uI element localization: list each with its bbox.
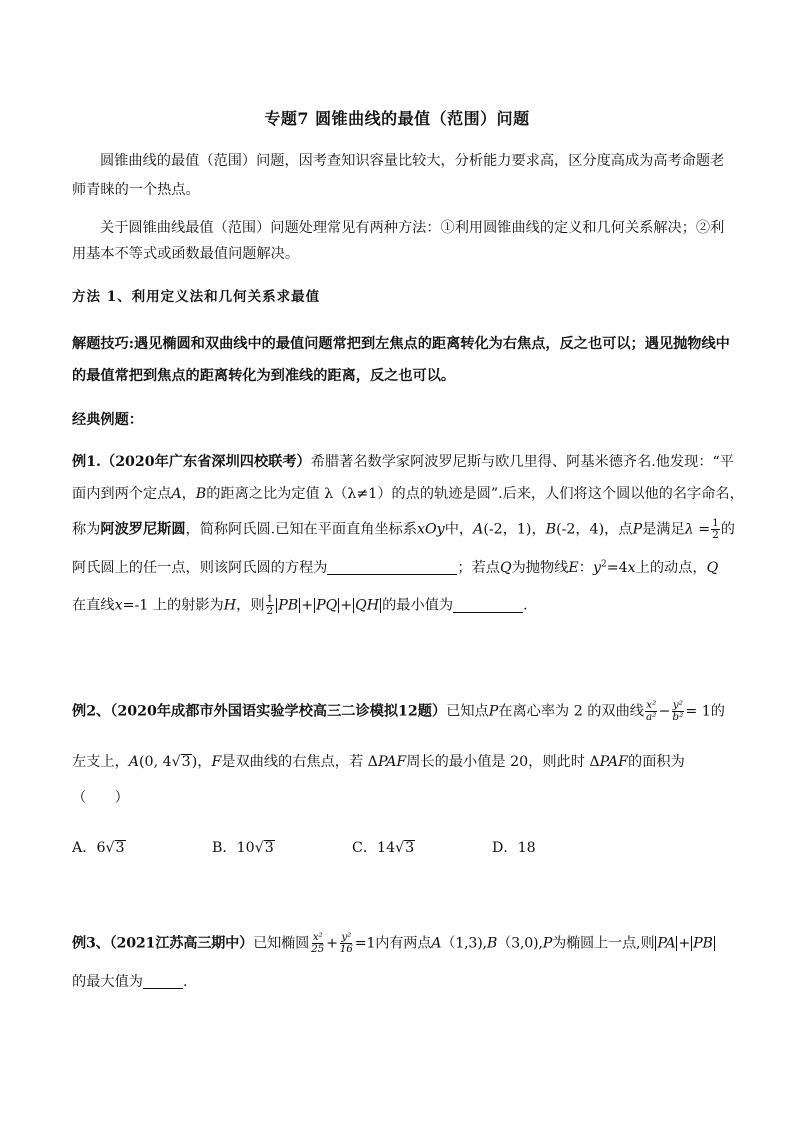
option-c[interactable] bbox=[352, 838, 492, 858]
var: Q bbox=[499, 560, 512, 576]
text: ，则 bbox=[236, 597, 265, 614]
text: 阿氏圆上的任一点，则该阿氏圆的方程为 bbox=[72, 560, 328, 576]
text: (-2，4)，点 bbox=[556, 521, 633, 538]
abs-bar bbox=[314, 598, 315, 613]
term: 阿波罗尼斯圆 bbox=[100, 521, 186, 538]
sqrt-sign: √ bbox=[254, 840, 264, 856]
example-1-line-1 bbox=[72, 452, 734, 472]
option-b[interactable] bbox=[212, 838, 352, 858]
fraction bbox=[645, 700, 657, 723]
text: =4 bbox=[606, 560, 628, 576]
var: PA bbox=[657, 935, 676, 952]
example-2-options bbox=[72, 838, 632, 858]
numerator: y² bbox=[341, 931, 352, 943]
text: )， bbox=[191, 754, 212, 770]
radicand: 3 bbox=[264, 840, 274, 856]
text: (0, 4 bbox=[139, 754, 172, 770]
radicand: 3 bbox=[181, 754, 191, 770]
tip-line-2: 的最值常把到焦点的距离转化为到准线的距离，反之也可以。 bbox=[72, 368, 456, 384]
sqrt-sign: √ bbox=[395, 840, 405, 856]
var: F bbox=[211, 754, 222, 770]
operator: + bbox=[326, 935, 338, 952]
option-letter: B． bbox=[212, 840, 237, 856]
radicand: 3 bbox=[115, 840, 125, 856]
example-2-line-2 bbox=[72, 752, 685, 772]
radicand: 3 bbox=[405, 840, 415, 856]
text: 的最大值为 bbox=[72, 974, 143, 990]
text: =1 bbox=[354, 935, 376, 952]
denominator: 2 bbox=[712, 529, 719, 541]
classic-examples-label: 经典例题： bbox=[72, 412, 143, 428]
operator: + bbox=[678, 935, 691, 952]
text: 的 bbox=[710, 703, 725, 720]
var: B bbox=[195, 486, 207, 502]
operator: + bbox=[301, 597, 314, 614]
intro-paragraph-1 bbox=[100, 151, 724, 171]
option-letter: D． bbox=[492, 840, 518, 856]
example-1-line-5 bbox=[72, 594, 528, 617]
intro-paragraph-2-cont bbox=[72, 244, 299, 264]
text: 在离心率为 2 的双曲线 bbox=[498, 703, 644, 720]
var: H bbox=[223, 597, 237, 614]
option-coef: 10 bbox=[236, 840, 255, 856]
var: Q bbox=[706, 560, 719, 576]
option-d[interactable] bbox=[492, 838, 632, 858]
operator: + bbox=[340, 597, 353, 614]
text: 的面积为 bbox=[628, 754, 685, 770]
denominator: 16 bbox=[339, 943, 353, 955]
text: 左支上， bbox=[72, 754, 129, 770]
denominator: a² bbox=[646, 711, 657, 723]
var: xOy bbox=[417, 521, 445, 538]
var: PAF bbox=[377, 754, 407, 770]
intro-paragraph-1-cont bbox=[72, 180, 200, 200]
var: QH bbox=[355, 597, 380, 614]
option-letter: A． bbox=[72, 840, 97, 856]
example-text: 希腊著名数学家阿波罗尼斯与欧几里得、阿基米德齐名.他发现：“平 bbox=[310, 454, 734, 470]
example-source: （2020年广东省深圳四校联考） bbox=[101, 454, 311, 470]
option-coef: 6 bbox=[96, 840, 106, 856]
var: A bbox=[128, 754, 140, 770]
var: P bbox=[488, 703, 499, 720]
text: . bbox=[182, 974, 188, 990]
var: P bbox=[632, 521, 643, 538]
text: 上的动点， bbox=[635, 560, 707, 576]
superscript: 2 bbox=[600, 559, 607, 570]
sqrt-sign: √ bbox=[171, 754, 181, 770]
numerator: y² bbox=[672, 699, 683, 711]
var: A bbox=[171, 486, 182, 502]
sqrt-sign: √ bbox=[105, 840, 115, 856]
abs-bar bbox=[714, 936, 715, 951]
var: PB bbox=[693, 935, 713, 952]
text: 已知椭圆 bbox=[253, 935, 310, 952]
var: y bbox=[592, 560, 601, 576]
page-title: 专题7 圆锥曲线的最值（范围）问题 bbox=[264, 109, 530, 128]
option-letter: C． bbox=[352, 840, 378, 856]
example-1-line-2 bbox=[72, 484, 744, 504]
var: PQ bbox=[316, 597, 338, 614]
numerator: 1 bbox=[266, 593, 274, 605]
example-3-line-1 bbox=[72, 932, 716, 955]
example-2-line-1 bbox=[72, 700, 725, 723]
option-coef: 14 bbox=[377, 840, 396, 856]
denominator: 25 bbox=[311, 943, 325, 955]
intro-text: 关于圆锥曲线最值（范围）问题处理常见有两种方法：①利用圆锥曲线的定义和几何关系解决；②利 bbox=[100, 220, 725, 236]
option-coef: 18 bbox=[517, 840, 536, 856]
text: 称为 bbox=[72, 521, 101, 538]
tip-line-1: 解题技巧:遇见椭圆和双曲线中的最值问题常把到左焦点的距离转化为右焦点，反之也可以；遇见抛物线中 bbox=[72, 336, 730, 352]
example-label: 例2、 bbox=[72, 703, 111, 720]
fraction bbox=[671, 700, 684, 723]
var: λ = bbox=[684, 521, 711, 538]
text: 为椭圆上一点,则 bbox=[552, 935, 655, 952]
example-label: 例1. bbox=[72, 454, 101, 470]
text: 面内到两个定点 bbox=[72, 486, 172, 502]
example-3-line-2 bbox=[72, 972, 187, 992]
text: ， bbox=[181, 486, 196, 502]
fraction bbox=[711, 518, 720, 541]
denominator: b² bbox=[672, 711, 684, 723]
numerator: x² bbox=[646, 699, 657, 711]
text: （1,3), bbox=[441, 935, 487, 952]
text: 在直线 bbox=[72, 597, 115, 614]
abs-bar bbox=[353, 598, 354, 613]
intro-paragraph-2 bbox=[100, 218, 724, 238]
var: x bbox=[114, 597, 123, 614]
var: A bbox=[431, 935, 442, 952]
example-1-line-3 bbox=[72, 518, 735, 541]
text: (-2，1)， bbox=[483, 521, 546, 538]
example-source: （2020年成都市外国语实验学校高三二诊模拟12题） bbox=[110, 703, 447, 720]
var: x bbox=[627, 560, 636, 576]
method-heading: 方法 1、利用定义法和几何关系求最值 bbox=[72, 289, 321, 305]
fraction bbox=[339, 932, 354, 955]
text: . bbox=[523, 597, 528, 614]
var: B bbox=[486, 935, 498, 952]
text: （3,0), bbox=[497, 935, 543, 952]
text: 的距离之比为定值 λ（λ≠1）的点的轨迹是圆”.后来，人们将这个圆以他的名字命名， bbox=[206, 486, 744, 502]
text: ；若点 bbox=[457, 560, 500, 576]
option-a[interactable] bbox=[72, 838, 212, 858]
example-1-line-4 bbox=[72, 558, 718, 578]
var: A bbox=[473, 521, 484, 538]
text: ： bbox=[578, 560, 593, 576]
answer-blank[interactable] bbox=[327, 560, 457, 575]
intro-text: 圆锥曲线的最值（范围）问题，因考查知识容量比较大，分析能力要求高，区分度高成为高考命题老 bbox=[100, 153, 725, 169]
text: =-1 上的射影为 bbox=[122, 597, 224, 614]
numerator: x² bbox=[312, 931, 323, 943]
var: P bbox=[542, 935, 553, 952]
example-source: （2021江苏高三期中） bbox=[109, 935, 254, 952]
var: PAF bbox=[599, 754, 629, 770]
denominator: 2 bbox=[266, 605, 274, 617]
answer-blank[interactable] bbox=[453, 598, 523, 613]
var: PB bbox=[278, 597, 299, 614]
abs-bar bbox=[691, 936, 692, 951]
text: 是满足 bbox=[642, 521, 685, 538]
text: 周长的最小值是 20，则此时 Δ bbox=[406, 754, 600, 770]
text: 为抛物线 bbox=[511, 560, 569, 576]
intro-text: 用基本不等式或函数最值问题解决。 bbox=[72, 246, 300, 262]
example-2-choice-bracket: （ ） bbox=[72, 790, 129, 806]
var: B bbox=[545, 521, 557, 538]
text: 的 bbox=[720, 521, 735, 538]
text: 内有两点 bbox=[375, 935, 432, 952]
text: 中， bbox=[444, 521, 474, 538]
fraction bbox=[266, 594, 275, 617]
text: 的最小值为 bbox=[382, 597, 454, 614]
fraction bbox=[310, 932, 325, 955]
operator: − bbox=[658, 703, 671, 720]
example-label: 例3、 bbox=[72, 935, 110, 952]
text: = 1 bbox=[685, 703, 711, 720]
text: 是双曲线的右焦点，若 Δ bbox=[221, 754, 378, 770]
text: ，简称阿氏圆.已知在平面直角坐标系 bbox=[185, 521, 418, 538]
var: E bbox=[568, 560, 579, 576]
intro-text: 师青睐的一个热点。 bbox=[72, 182, 200, 198]
answer-blank[interactable] bbox=[143, 974, 183, 989]
text: 已知点 bbox=[446, 703, 489, 720]
numerator: 1 bbox=[712, 517, 719, 529]
